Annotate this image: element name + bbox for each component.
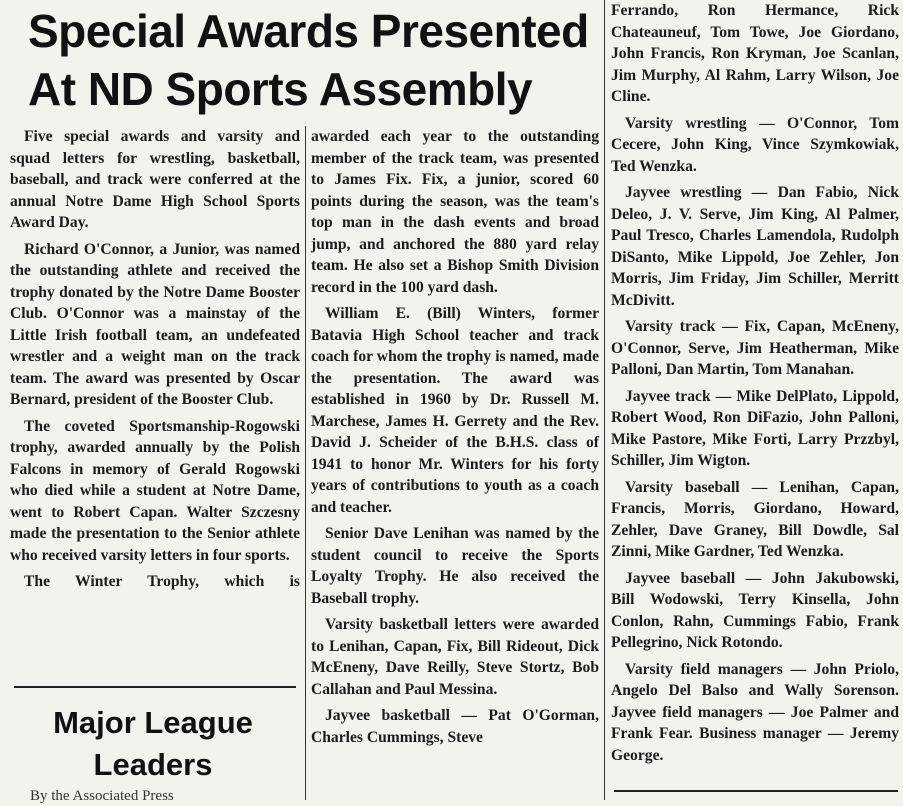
headline-line-1: Special Awards Presented	[28, 5, 589, 57]
article-paragraph: Varsity wrestling — O'Connor, Tom Cecere, John King, Vince Szymkowiak, Ted Wenzka.	[611, 114, 899, 175]
section-title-line-1: Major League	[53, 705, 253, 740]
column-rule-right	[604, 0, 605, 800]
article-paragraph: Senior Dave Lenihan was named by the student council to receive the Sports Loyalty Trophy. He also received the Baseball trophy.	[311, 525, 599, 607]
article-paragraph: William E. (Bill) Winters, former Batavia High School teacher and track coach for whom the trophy is named, made the presentation. The award was established in 1960 by Dr. Russell M. Marchese, James H. Gerrety and the Rev. David J. Scheider of the B.H.S. class of 1941 to honor Mr. Winters for his forty years of contributions to youth as a coach and teacher.	[311, 305, 599, 516]
section-divider	[14, 686, 296, 688]
article-headline	[28, 2, 608, 118]
article-paragraph: awarded each year to the outstanding member of the track team, was presented to James Fix. Fix, a junior, scored 60 points during the season, was the team's top man in the dash events and broad jump, and anchored the 880 yard relay team. He also set a Bishop Smith Division record in the 100 yard dash.	[311, 128, 599, 296]
article-paragraph: Richard O'Connor, a Junior, was named the outstanding athlete and received the trophy donated by the Notre Dame Booster Club. O'Connor was a mainstay of the Little Irish football team, an undefeated wrestler and a weight man on the track team. The award was presented by Oscar Bernard, president of the Booster Club.	[10, 240, 300, 408]
article-paragraph: The coveted Sportsmanship-Rogowski trophy, awarded annually by the Polish Falcons in memory of Gerald Rogowski who died while a student at Notre Dame, went to Robert Capan. Walter Szczesny made the presentation to the Senior athlete who received varsity letters in four sports.	[10, 417, 300, 564]
article-paragraph: Jayvee baseball — John Jakubowski, Bill Wodowski, Terry Kinsella, John Conlon, Rahn, Cummings Fabio, Frank Pellegrino, Nick Rotondo.	[611, 569, 899, 651]
article-paragraph: Five special awards and varsity and squad letters for wrestling, basketball, baseball, and track were conferred at the annual Notre Dame High School Sports Award Day.	[10, 128, 300, 231]
article-paragraph: The Winter Trophy, which is	[24, 573, 300, 590]
column-end-rule	[614, 790, 898, 792]
article-column-2	[311, 126, 599, 753]
article-paragraph: Varsity track — Fix, Capan, McEneny, O'Connor, Serve, Jim Heatherman, Mike Palloni, Dan Martin, Tom Manahan.	[611, 318, 899, 378]
article-paragraph: Ferrando, Ron Hermance, Rick Chateauneuf, Tom Towe, Joe Giordano, John Francis, Ron Kryman, Joe Scanlan, Jim Murphy, Al Rahm, Larry Wilson, Joe Cline.	[611, 2, 899, 105]
article-paragraph: Varsity field managers — John Priolo, Angelo Del Balso and Wally Sorenson. Jayvee field managers — Joe Palmer and Frank Fear. Business manager — Jeremy George.	[611, 660, 899, 764]
article-paragraph: Jayvee track — Mike DelPlato, Lippold, Robert Wood, Ron DiFazio, John Palloni, Mike Pastore, Mike Forti, Larry Przzbyl, Schiller, Jim Wigton.	[611, 387, 899, 469]
article-paragraph: Jayvee wrestling — Dan Fabio, Nick Deleo, J. V. Serve, Jim King, Al Palmer, Paul Tresco, Charles Lamendola, Rudolph DiSanto, Mike Lippold, Joe Zehler, Jon Morris, Jim Friday, Jim Schiller, Merritt McDivitt.	[611, 184, 899, 309]
article-paragraph: Varsity basketball letters were awarded to Lenihan, Capan, Fix, Bill Rideout, Dick McEneny, Dave Reilly, Steve Stortz, Bob Callahan and Paul Messina.	[311, 616, 599, 698]
column-rule-left	[305, 126, 306, 800]
section-title-line-2: Leaders	[93, 747, 213, 782]
article-paragraph: Jayvee basketball — Pat O'Gorman, Charles Cummings, Steve	[311, 707, 599, 746]
article-column-3	[611, 0, 899, 771]
section-headline	[18, 702, 288, 786]
headline-line-2: At ND Sports Assembly	[28, 63, 533, 115]
article-column-1	[10, 126, 300, 598]
section-byline: By the Associated Press	[30, 788, 174, 804]
article-paragraph: Varsity baseball — Lenihan, Capan, Francis, Morris, Giordano, Howard, Zehler, Dave Graney, Bill Dowdle, Sal Zinni, Mike Gardner, Ted Wenzka.	[611, 478, 899, 560]
